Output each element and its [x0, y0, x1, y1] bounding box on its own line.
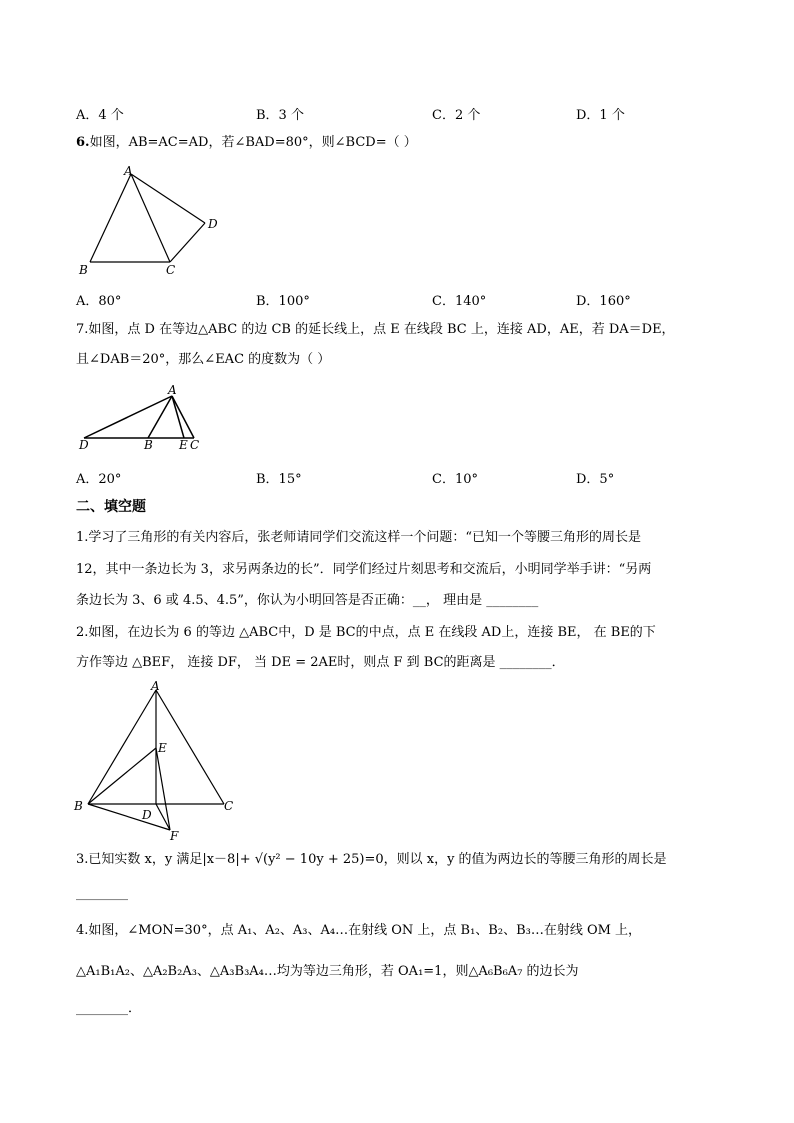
f2-line2: 方作等边 △BEF， 连接 DF， 当 DE = 2AE时，则点 F 到 BC的距离是 ________． [76, 655, 565, 670]
f3-line2: ________ [76, 886, 128, 901]
section-title: 二、填空题 [76, 499, 146, 515]
f2-label-d: D [142, 808, 152, 822]
f2-figure [72, 678, 242, 846]
q5-option-d: D．1 个 [576, 108, 625, 123]
f1-line1: 1.学习了三角形的有关内容后，张老师请同学们交流这样一个问题：“已知一个等腰三角形的周长是 [76, 530, 642, 545]
f4-line1: 4.如图，∠MON=30°，点 A₁、A₂、A₃、A₄…在射线 ON 上，点 B₁、B₂、B₃…在射线 OM 上， [76, 923, 642, 938]
q6-option-d: D．160° [576, 294, 631, 309]
q5-option-c: C．2 个 [432, 108, 481, 123]
q7-option-c: C．10° [432, 472, 478, 487]
q7-option-a: A．20° [76, 472, 122, 487]
f2-label-c: C [224, 799, 234, 813]
f2-label-b: B [74, 799, 83, 813]
f3-line1: 3.已知实数 x，y 满足|x－8|+ √(y² − 10y + 25)=0，则以 x，y 的值为两边长的等腰三角形的周长是 [76, 852, 667, 867]
q5-option-b: B．3 个 [256, 108, 304, 123]
q6-stem-text: 如图，AB=AC=AD，若∠BAD=80°，则∠BCD=（ ） [89, 135, 417, 150]
q6-label-c: C [166, 263, 176, 277]
f2-line1: 2.如图，在边长为 6 的等边 △ABC中，D 是 BC的中点，点 E 在线段 AD上，连接 BE， 在 BE的下 [76, 625, 656, 640]
q7-label-b: B [144, 438, 153, 452]
q6-label-b: B [79, 263, 88, 277]
q7-option-b: B．15° [256, 472, 302, 487]
q6-option-b: B．100° [256, 294, 310, 309]
f2-label-a: A [151, 679, 160, 693]
f4-line3: ________． [76, 1001, 142, 1016]
f1-line3: 条边长为 3、6 或 4.5、4.5”，你认为小明回答是否正确：__， 理由是 ________ [76, 593, 539, 608]
q6-stem [76, 134, 417, 152]
q7-label-a: A [168, 383, 177, 397]
q7-label-c: C [190, 438, 200, 452]
q6-label-a: A [124, 164, 133, 178]
q6-label-d: D [208, 217, 218, 231]
q7-figure [76, 382, 216, 454]
f1-line2: 12，其中一条边长为 3，求另两条边的长”．同学们经过片刻思考和交流后，小明同学举手讲：“另两 [76, 562, 652, 577]
q6-number: 6. [76, 135, 90, 150]
q7-label-d: D [79, 438, 89, 452]
q7-line1: 7.如图，点 D 在等边△ABC 的边 CB 的延长线上，点 E 在线段 BC 上，连接 AD，AE，若 DA＝DE， [76, 322, 675, 337]
q5-option-a: A．4 个 [76, 108, 124, 123]
f4-line2: △A₁B₁A₂、△A₂B₂A₃、△A₃B₃A₄…均为等边三角形，若 OA₁=1，则△A₆B₆A₇ 的边长为 [76, 964, 579, 979]
f2-label-f: F [170, 829, 179, 843]
q6-option-c: C．140° [432, 294, 487, 309]
q7-label-e: E [179, 438, 188, 452]
f2-label-e: E [158, 741, 167, 755]
q7-option-d: D．5° [576, 472, 615, 487]
q7-line2: 且∠DAB＝20°，那么∠EAC 的度数为（ ） [76, 352, 331, 367]
q6-figure [76, 162, 226, 280]
q6-option-a: A．80° [76, 294, 122, 309]
